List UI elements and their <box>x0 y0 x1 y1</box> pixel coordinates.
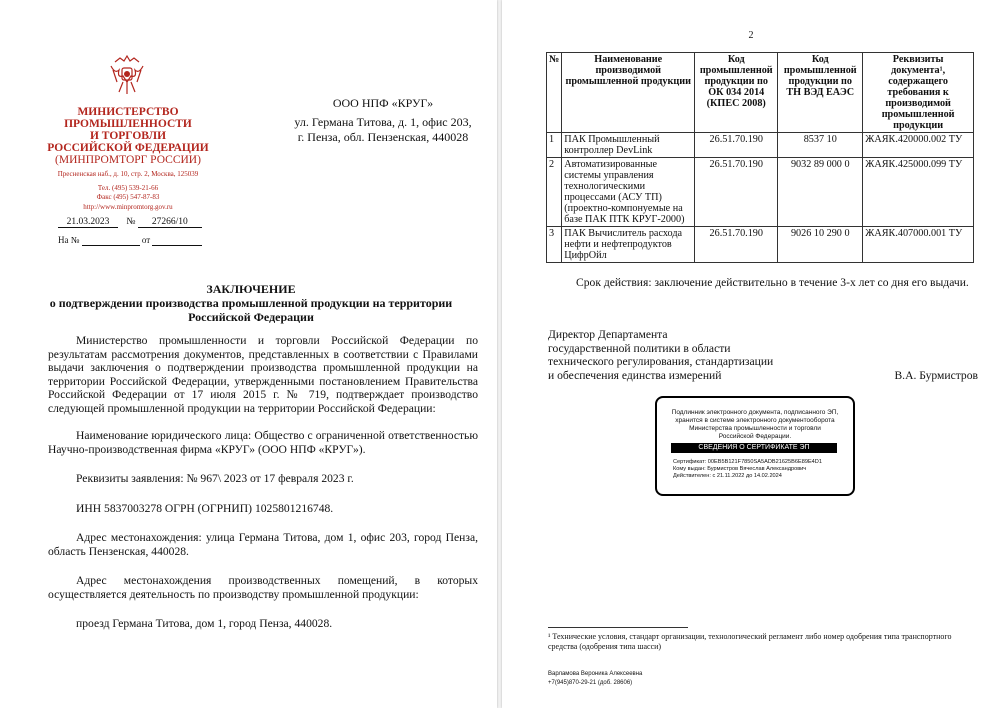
ministry-line-4: РОССИЙСКОЙ ФЕДЕРАЦИИ <box>47 142 209 154</box>
cell-tnved-code: 8537 10 <box>778 133 863 158</box>
document-title <box>28 282 474 324</box>
ministry-web: http://www.minpromtorg.gov.ru <box>83 202 173 211</box>
recipient-address-1: ул. Германа Титова, д. 1, офис 203, <box>294 115 472 129</box>
body-paragraph-6: Адрес местонахождения производственных помещений, в которых осуществляется деятельность по производству промышленной продукции: <box>48 574 478 601</box>
certificate-details <box>673 459 853 480</box>
table-header-row <box>547 53 974 133</box>
cell-document: ЖАЯК.420000.002 ТУ <box>863 133 974 158</box>
director-line-2: государственной политики в области <box>548 341 731 355</box>
ministry-line-5: (МИНПРОМТОРГ РОССИИ) <box>55 154 201 166</box>
director-line-3: технического регулирования, стандартизации <box>548 355 774 368</box>
director-title <box>548 328 818 382</box>
owner-label: Кому выдан: <box>673 466 706 472</box>
products-table <box>546 52 974 263</box>
ministry-line-1: МИНИСТЕРСТВО <box>77 106 179 118</box>
outgoing-date: 21.03.2023 <box>58 217 118 228</box>
owner-value: Бурмистров Вячеслав Александрович <box>707 466 807 472</box>
signature-notice-1: Подлинник электронного документа, подписанного ЭП, <box>671 409 839 416</box>
ministry-address: Пресненская наб., д. 10, стр. 2, Москва, 125039 <box>57 170 199 178</box>
document-page-1 <box>0 0 497 708</box>
executor-phone: +7(945)870-29-21 (доб. 28606) <box>548 680 633 686</box>
director-name: В.А. Бурмистров <box>894 369 978 382</box>
executor-name: Варламова Вероника Алексеевна <box>548 671 643 677</box>
table-row <box>547 227 974 263</box>
ministry-contacts <box>28 170 228 212</box>
title-line-1: ЗАКЛЮЧЕНИЕ <box>206 282 296 296</box>
table-row <box>547 133 974 158</box>
validity-statement: Срок действия: заключение действительно в течение 3-х лет со дня его выдачи. <box>576 276 969 289</box>
cell-okpd-code: 26.51.70.190 <box>695 133 778 158</box>
electronic-signature-stamp <box>655 396 855 496</box>
outgoing-number-line <box>58 217 202 228</box>
header-product-name: Наименование производимой промышленной продукции <box>562 53 695 133</box>
cell-product-name: ПАК Промышленный контроллер DevLink <box>562 133 695 158</box>
cell-document: ЖАЯК.425000.099 ТУ <box>863 158 974 227</box>
signature-notice-2: хранится в системе электронного документооборота <box>675 417 835 424</box>
page-number: 2 <box>748 30 754 41</box>
document-page-2 <box>502 0 1000 708</box>
body-paragraph-2: Наименование юридического лица: Общество с ограниченной ответственностью Научно-производственная фирма «КРУГ» (ООО НПФ «КРУГ»). <box>48 429 478 456</box>
title-line-3: Российской Федерации <box>188 310 314 324</box>
cell-tnved-code: 9032 89 000 0 <box>778 158 863 227</box>
cell-document: ЖАЯК.407000.001 ТУ <box>863 227 974 263</box>
header-document-requisites: Реквизиты документа¹, содержащего требования к производимой промышленной продукции <box>863 53 974 133</box>
cell-number: 3 <box>547 227 562 263</box>
recipient-block <box>268 96 498 145</box>
ministry-phone: Тел. (495) 539-21-66 <box>97 183 159 192</box>
footnote <box>548 632 978 652</box>
footnote-line-2: средства (одобрения типа шасси) <box>548 642 662 651</box>
validity-label: Действителен: <box>673 473 711 479</box>
director-line-4: и обеспечения единства измерений <box>548 368 722 382</box>
body-paragraph-3: Реквизиты заявления: № 967\ 2023 от 17 февраля 2023 г. <box>76 472 354 485</box>
ministry-line-2: ПРОМЫШЛЕННОСТИ <box>64 118 192 130</box>
cell-tnved-code: 9026 10 290 0 <box>778 227 863 263</box>
certificate-label: Сертификат: <box>673 459 707 465</box>
footnote-line-1: ¹ Технические условия, стандарт организации, технологический регламент либо номер одобрения типа транспортного <box>548 632 952 641</box>
document-body <box>48 334 478 631</box>
cell-product-name: Автоматизированные системы управления технологическими процессами (АСУ ТП) (проектно-компонуемые на базе ПАК ПТК КРУГ-2000) <box>562 158 695 227</box>
ministry-line-3: И ТОРГОВЛИ <box>89 130 167 142</box>
recipient-address-2: г. Пенза, обл. Пензенская, 440028 <box>297 130 469 144</box>
header-okpd-code: Код промышленной продукции по ОК 034 2014 (КПЕС 2008) <box>695 53 778 133</box>
header-number: № <box>547 53 562 133</box>
reference-from-label: от <box>141 235 151 245</box>
coat-of-arms-icon <box>107 52 147 98</box>
number-label: № <box>126 217 136 227</box>
signature-notice-3: Министерства промышленности и торговли <box>689 425 821 432</box>
reference-number-blank <box>82 235 140 246</box>
title-line-2: о подтверждении производства промышленной продукции на территории <box>49 296 453 310</box>
cell-number: 2 <box>547 158 562 227</box>
reference-line <box>58 235 202 246</box>
director-line-1: Директор Департамента <box>548 328 668 341</box>
signature-notice <box>657 409 853 441</box>
executor-info <box>548 670 642 688</box>
validity-value: с 21.11.2022 до 14.02.2024 <box>712 473 782 479</box>
reference-date-blank <box>152 235 202 246</box>
body-paragraph-5: Адрес местонахождения: улица Германа Титова, дом 1, офис 203, город Пенза, область Пензенская, 440028. <box>48 531 478 558</box>
body-paragraph-4: ИНН 5837003278 ОГРН (ОГРНИП) 1025801216748. <box>76 501 334 515</box>
certificate-value: 00EB5B121F7850SA5ADB21625B6E89E4D1 <box>707 459 822 465</box>
ministry-name <box>28 106 228 166</box>
certificate-banner: СВЕДЕНИЯ О СЕРТИФИКАТЕ ЭП <box>671 443 837 453</box>
header-tnved-code: Код промышленной продукции по ТН ВЭД ЕАЭС <box>778 53 863 133</box>
cell-number: 1 <box>547 133 562 158</box>
body-paragraph-1: Министерство промышленности и торговли Российской Федерации по результатам рассмотрения документов, представленных в соответствии с Правилами выдачи заключения о подтверждении производства промышленной продукции на территории Российской Федерации, утвержденными постановлением Правительства Российской Федерации от 17 июля 2015 г. № 719, подтверждает производство следующей промышленной продукции на территории Российской Федерации: <box>48 334 478 415</box>
body-paragraph-7: проезд Германа Титова, дом 1, город Пенза, 440028. <box>76 617 333 630</box>
cell-okpd-code: 26.51.70.190 <box>695 158 778 227</box>
recipient-name: ООО НПФ «КРУГ» <box>332 96 434 110</box>
cell-product-name: ПАК Вычислитель расхода нефти и нефтепродуктов ЦифрОйл <box>562 227 695 263</box>
signature-notice-4: Российской Федерации. <box>718 433 792 440</box>
ministry-fax: Факс (495) 547-87-83 <box>96 193 160 201</box>
reference-label: На № <box>58 235 80 245</box>
table-row <box>547 158 974 227</box>
cell-okpd-code: 26.51.70.190 <box>695 227 778 263</box>
outgoing-number: 27266/10 <box>138 217 202 228</box>
footnote-divider <box>548 627 688 628</box>
